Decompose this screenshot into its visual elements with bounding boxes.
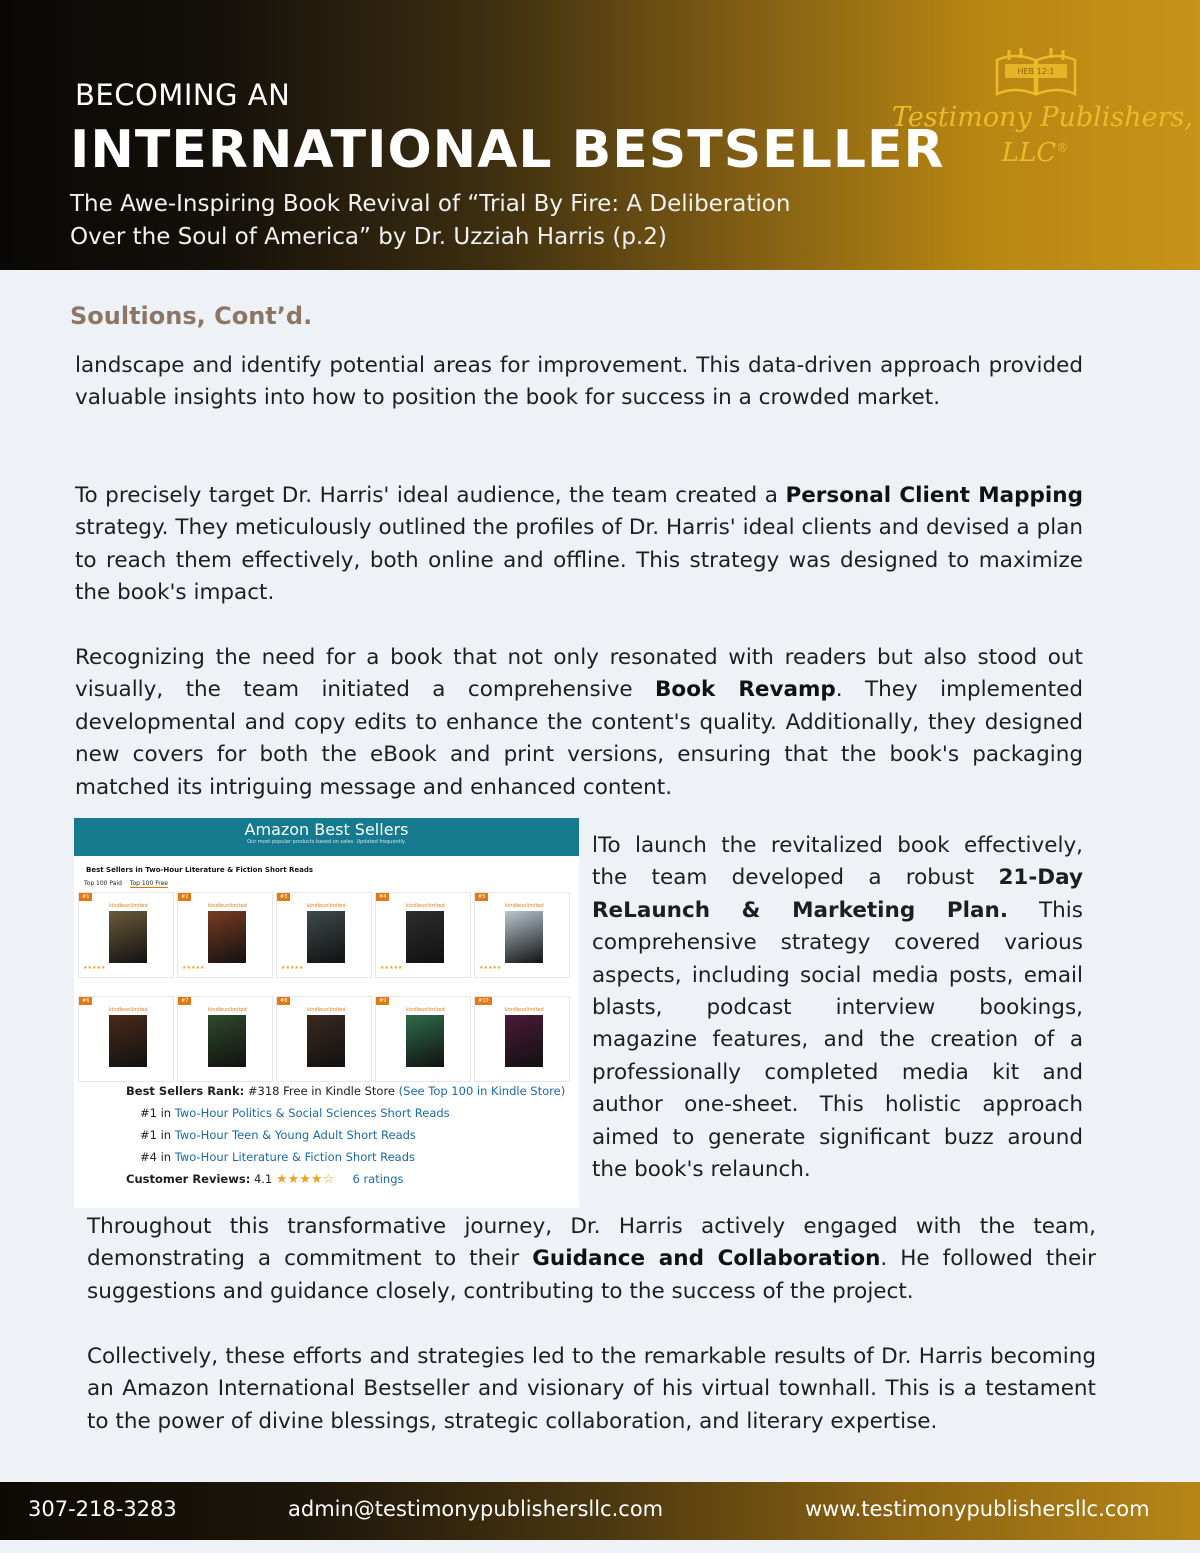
paragraph-data-driven: landscape and identify potential areas for improvement. This data-driven approach provided valuable insights into how to position the book for success in a crowded market. [75,353,1083,411]
book-rank-badge: #6 [79,997,92,1005]
bold-personal-client-mapping: Personal Client Mapping [785,483,1083,508]
best-sellers-rank: Best Sellers Rank: #318 Free in Kindle Store (See Top 100 in Kindle Store) #1 in Two-Hour Politics & Social Sciences Short Reads #1 in Two-Hour Teen & Young Adult Short Reads #4 in Two-Hour Literature & Fiction Short Reads Customer Reviews: 4.1 ★★★★☆ 6 ratings [126,1080,566,1191]
amazon-banner-subtitle: Our most popular products based on sales. Updated frequently. [247,839,406,845]
amazon-banner-title: Amazon Best Sellers [244,820,409,839]
amazon-banner [74,818,579,856]
bold-guidance-collaboration: Guidance and Collaboration [532,1246,881,1272]
tab-top-paid: Top 100 Paid [84,880,122,887]
book-cover-image [208,911,246,963]
kindle-unlimited-badge: kindleunlimited [208,903,247,909]
amazon-book-card [177,892,273,978]
kindle-unlimited-badge: kindleunlimited [406,903,445,909]
star-rating-icon: ★★★★☆ [275,1172,335,1187]
book-cover-image [208,1015,246,1067]
amazon-book-card [78,892,174,978]
tab-top-free: Top 100 Free [129,880,168,887]
book-cover-image [307,911,345,963]
kindle-unlimited-badge: kindleunlimited [109,1007,148,1013]
book-rank-badge: #1 [79,893,92,901]
open-book-icon [993,46,1079,98]
book-rank-badge: #7 [178,997,191,1005]
bold-book-revamp: Book Revamp [655,677,836,703]
amazon-tabs [84,880,174,887]
book-rank-badge: #5 [475,893,488,901]
bold-relaunch-plan: 21-Day ReLaunch & Marketing Plan. [592,865,1083,923]
amazon-book-card [474,996,570,1082]
book-cover-image [406,1015,444,1067]
book-cover-image [406,911,444,963]
book-stars-icon: ★★★★★ [380,965,403,971]
paragraph-relaunch-plan: lTo launch the revitalized book effectively, the team developed a robust 21-Day ReLaunch & Marketing Plan. This comprehensive strategy covered various aspects, including social media posts, email blasts, podcast interview bookings, magazine features, and the creation of a professionally completed media kit and author one-sheet. This holistic approach aimed to generate significant buzz around the book's relaunch. [592,833,1083,1183]
book-stars-icon: ★★★★★ [182,965,205,971]
amazon-bestseller-screenshot [74,818,579,1208]
header-banner [0,0,1200,270]
paragraph-conclusion: Collectively, these efforts and strategies led to the remarkable results of Dr. Harris becoming an Amazon International Bestseller and visionary of his virtual townhall. This is a testament to the power of divine blessings, strategic collaboration, and literary expertise. [87,1344,1096,1434]
kindle-unlimited-badge: kindleunlimited [109,903,148,909]
book-rank-badge: #9 [376,997,389,1005]
kindle-unlimited-badge: kindleunlimited [406,1007,445,1013]
amazon-book-card [177,996,273,1082]
amazon-book-card [375,996,471,1082]
amazon-book-card [276,892,372,978]
logo-book-text: HEB 12:1 [1017,67,1055,76]
book-stars-icon: ★★★★★ [83,965,106,971]
book-cover-image [109,1015,147,1067]
book-rank-badge: #10 [475,997,492,1005]
footer-bar [0,1482,1200,1540]
amazon-book-card [474,892,570,978]
paragraph-book-revamp: Recognizing the need for a book that not only resonated with readers but also stood out visually, the team initiated a comprehensive Book Revamp. They implemented developmental and copy edits to enhance the content's quality. Additionally, they designed new covers for both the eBook and print versions, ensuring that the book's packaging matched its intriguing message and enhanced content. [75,645,1083,800]
kindle-unlimited-badge: kindleunlimited [307,1007,346,1013]
book-stars-icon: ★★★★★ [281,965,304,971]
footer-website[interactable]: www.testimonypublishersllc.com [805,1497,1150,1521]
book-rank-badge: #2 [178,893,191,901]
logo-wordmark: Testimony Publishers, [892,102,1193,133]
book-rank-badge: #8 [277,997,290,1005]
amazon-book-card [78,996,174,1082]
footer-email[interactable]: admin@testimonypublishersllc.com [288,1497,664,1521]
amazon-book-card [375,892,471,978]
footer-phone[interactable]: 307-218-3283 [28,1497,177,1521]
book-cover-image [307,1015,345,1067]
header-kicker: BECOMING AN [75,78,291,112]
customer-reviews: Customer Reviews: 4.1 ★★★★☆ 6 ratings [126,1172,404,1187]
book-cover-image [109,911,147,963]
publisher-logo [880,46,1193,186]
logo-llc: LLC® [1001,138,1069,168]
kindle-unlimited-badge: kindleunlimited [505,1007,544,1013]
kindle-unlimited-badge: kindleunlimited [208,1007,247,1013]
page-title: INTERNATIONAL BESTSELLER [70,120,945,180]
kindle-unlimited-badge: kindleunlimited [307,903,346,909]
page-subtitle: The Awe-Inspiring Book Revival of “Trial By Fire: A Deliberation Over the Soul of America” by Dr. Uzziah Harris (p.2) [70,191,791,250]
paragraph-client-mapping: To precisely target Dr. Harris' ideal audience, the team created a Personal Client Mapping strategy. They meticulously outlined the profiles of Dr. Harris' ideal clients and devised a plan to reach them effectively, both online and offline. This strategy was designed to maximize the book's impact. [75,483,1083,606]
book-stars-icon: ★★★★★ [479,965,502,971]
kindle-unlimited-badge: kindleunlimited [505,903,544,909]
section-title: Soultions, Cont’d. [70,302,313,330]
book-cover-image [505,911,543,963]
book-rank-badge: #4 [376,893,389,901]
amazon-category-title: Best Sellers in Two-Hour Literature & Fiction Short Reads [86,866,314,874]
amazon-book-grid [78,892,576,1062]
paragraph-guidance: Throughout this transformative journey, Dr. Harris actively engaged with the team, demonstrating a commitment to their Guidance and Collaboration. He followed their suggestions and guidance closely, contributing to the success of the project. [87,1214,1096,1304]
amazon-book-card [276,996,372,1082]
book-cover-image [505,1015,543,1067]
book-rank-badge: #3 [277,893,290,901]
